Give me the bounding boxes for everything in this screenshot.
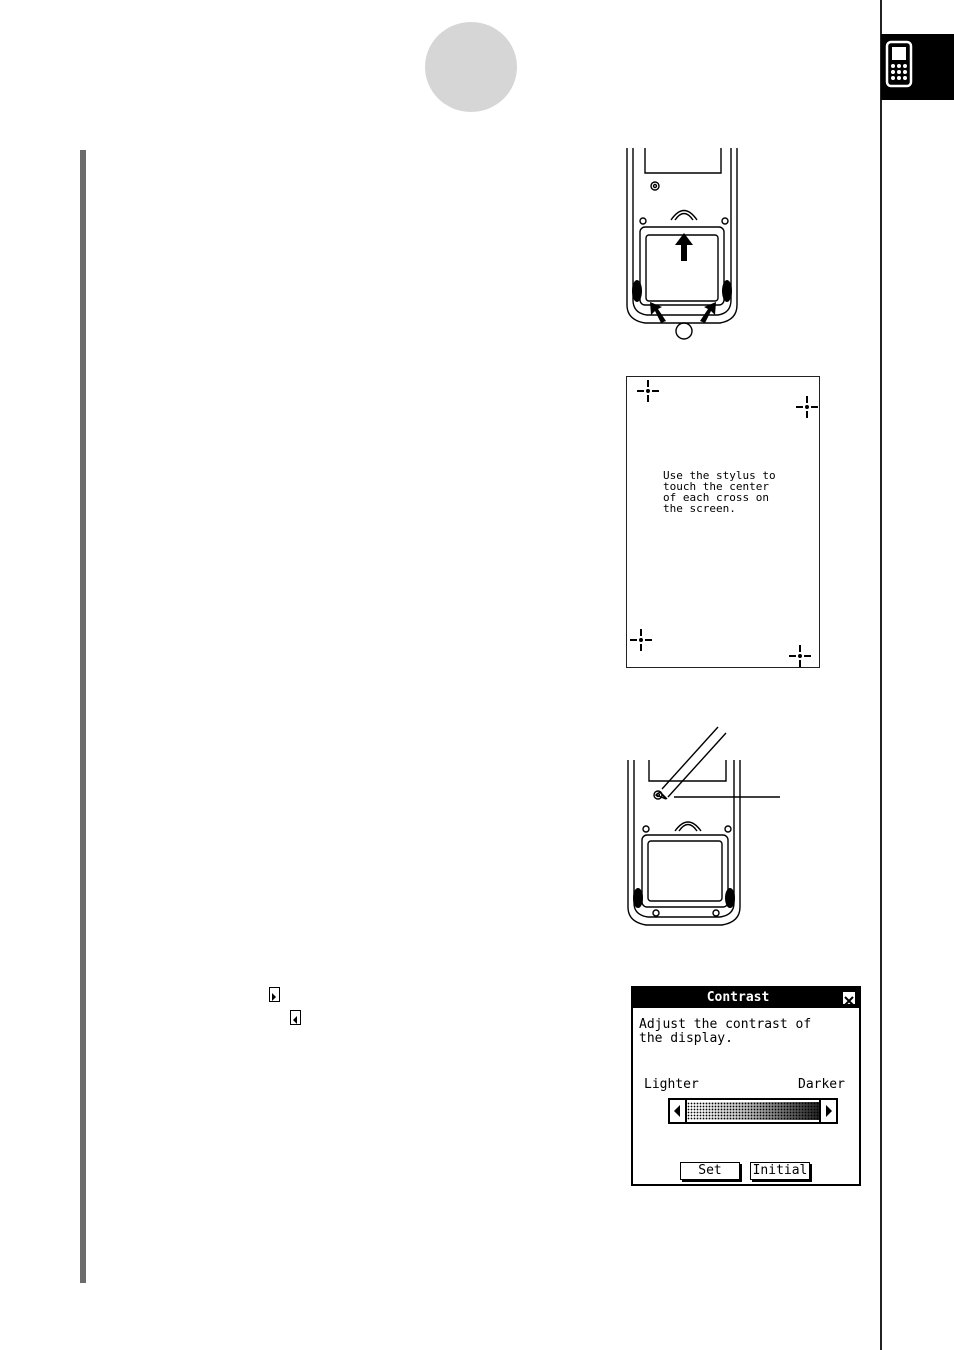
chapter-tab xyxy=(881,34,954,100)
left-arrow-key-icon xyxy=(290,1010,301,1025)
chapter-circle xyxy=(425,22,517,112)
dialog-message: Adjust the contrast of the display. xyxy=(639,1017,812,1046)
dialog-title: Contrast xyxy=(706,990,770,1005)
cross-target-icon xyxy=(796,396,818,418)
initial-button[interactable]: Initial xyxy=(750,1162,810,1180)
cross-target-icon xyxy=(789,645,811,667)
cross-target-icon xyxy=(637,380,659,402)
margin-rule xyxy=(880,0,882,1350)
lighter-label: Lighter xyxy=(644,1077,699,1092)
cross-target-icon xyxy=(630,629,652,651)
right-arrow-icon xyxy=(821,1100,836,1122)
close-icon[interactable] xyxy=(842,991,856,1005)
contrast-slider[interactable] xyxy=(668,1098,838,1124)
darker-label: Darker xyxy=(798,1077,845,1092)
calibration-instruction: Use the stylus to touch the center of each cross on the screen. xyxy=(663,469,776,515)
stylus-reset-illustration xyxy=(620,725,790,930)
contrast-dialog xyxy=(631,986,861,1186)
calibration-crosses xyxy=(626,376,820,668)
right-arrow-key-icon xyxy=(269,987,280,1002)
set-button[interactable]: Set xyxy=(680,1162,740,1180)
battery-cover-illustration xyxy=(615,145,750,345)
decrease-contrast-button[interactable] xyxy=(670,1100,687,1122)
left-arrow-icon xyxy=(670,1100,685,1122)
handheld-device-icon xyxy=(881,34,954,100)
section-bar xyxy=(80,150,86,1283)
dialog-titlebar xyxy=(633,988,859,1008)
contrast-track[interactable] xyxy=(687,1102,819,1120)
increase-contrast-button[interactable] xyxy=(819,1100,836,1122)
